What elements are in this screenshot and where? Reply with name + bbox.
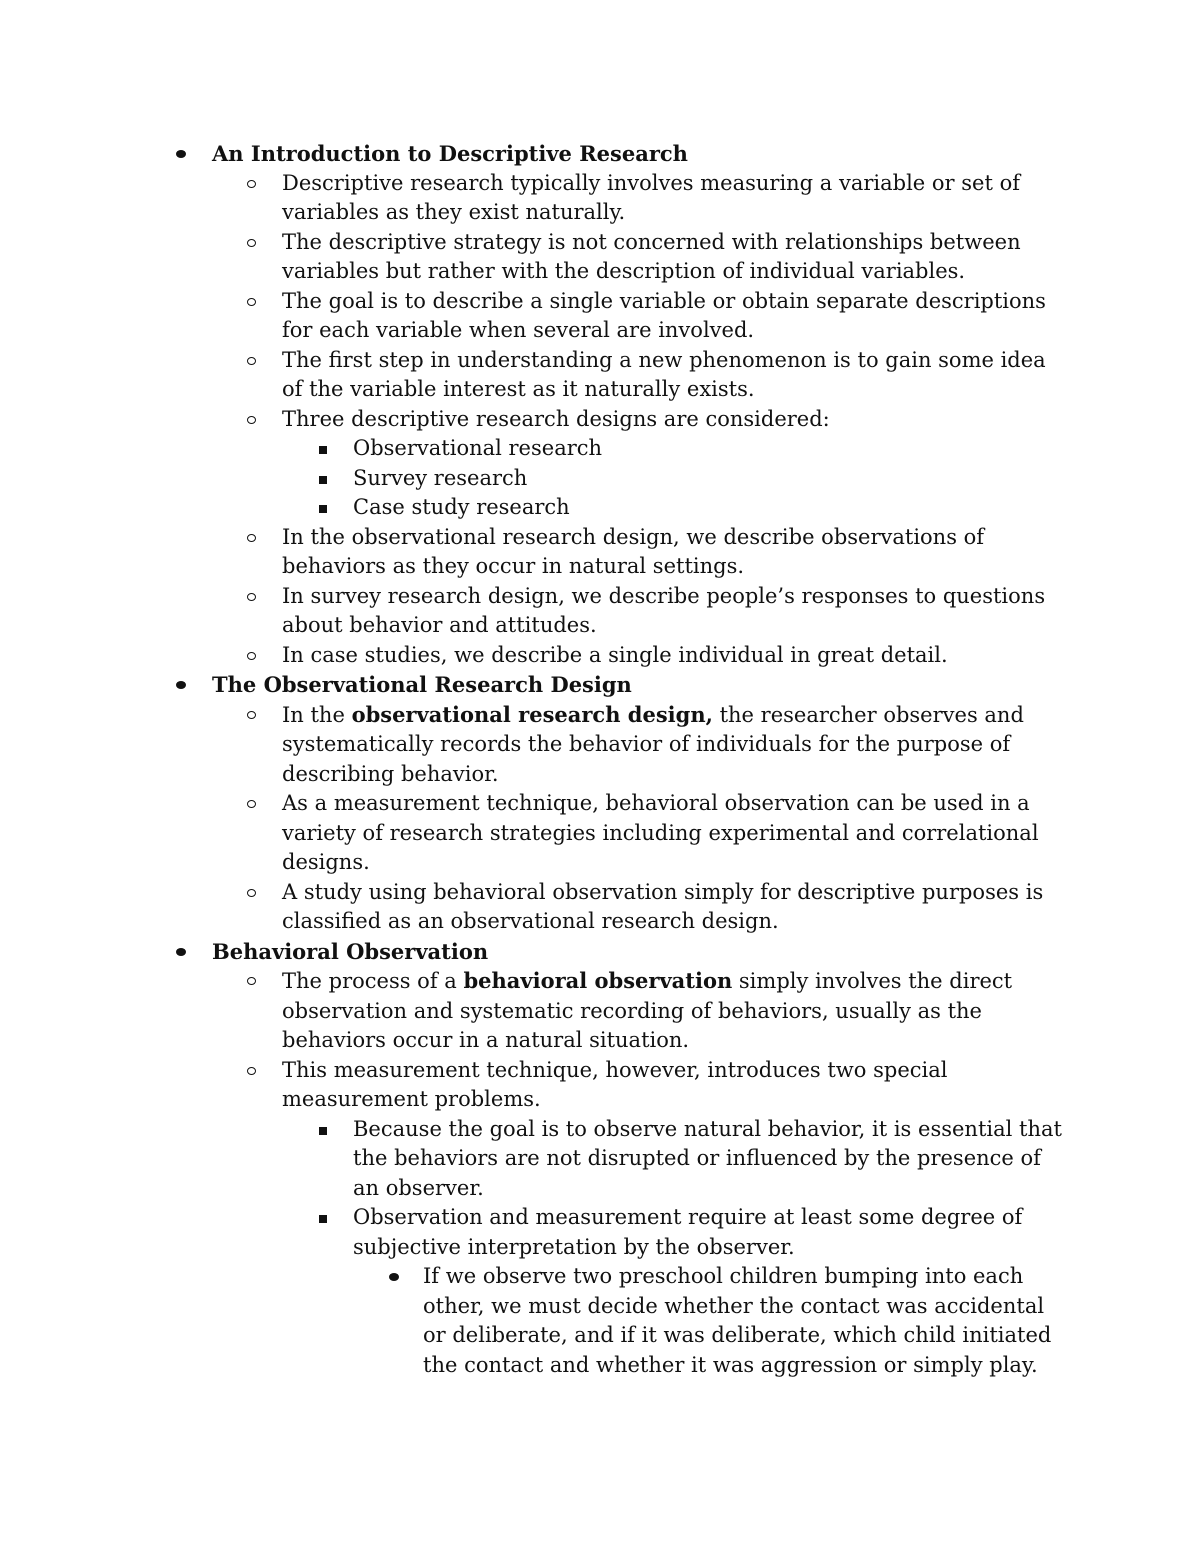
term-bold: observational research design, (351, 701, 713, 727)
bullet-square-icon (319, 1215, 327, 1223)
bullet-circle-icon (247, 977, 256, 985)
term-bold: behavioral observation (463, 968, 733, 993)
bullet-circle-icon (247, 298, 256, 306)
list-item: Case study research (0, 493, 1073, 523)
list-item: The goal is to describe a single variable or obtain separate descriptions for each variable when several are involved. (0, 287, 1072, 346)
list-item: In the observational research design, we describe observations of behaviors as they occur in natural settings. (0, 523, 1072, 582)
list-item: If we observe two preschool children bumping into each other, we must decide whether the contact was accidental or deliberate, and if it was deliberate, which child initiated the contact and whether it was aggression or simply play. (0, 1262, 1073, 1380)
bullet-circle-icon (247, 416, 256, 424)
list-item: Observation and measurement require at least some degree of subjective interpretation by the observer. (0, 1203, 1073, 1262)
list-item: Because the goal is to observe natural behavior, it is essential that the behaviors are not disrupted or influenced by the presence of an observer. (0, 1115, 1073, 1204)
bullet-disc-icon (176, 948, 186, 956)
bullet-disc-icon (389, 1273, 399, 1281)
list-item: In survey research design, we describe people’s responses to questions about behavior and attitudes. (0, 582, 1072, 641)
bullet-square-icon (319, 446, 327, 454)
bullet-disc-icon (176, 150, 186, 158)
bullet-square-icon (319, 1127, 327, 1135)
list-item: Survey research (0, 464, 1073, 494)
list-item: The first step in understanding a new phenomenon is to gain some idea of the variable interest as it naturally exists. (0, 346, 1072, 405)
bullet-circle-icon (247, 357, 256, 365)
bullet-disc-icon (176, 681, 186, 689)
list-item: As a measurement technique, behavioral observation can be used in a variety of research strategies including experimental and correlational designs. (0, 789, 1072, 878)
bullet-circle-icon (247, 593, 256, 601)
bullet-circle-icon (247, 1067, 256, 1075)
section-heading: The Observational Research Design (0, 670, 1072, 700)
list-item: Descriptive research typically involves measuring a variable or set of variables as they exist naturally. (0, 169, 1072, 228)
bullet-square-icon (319, 505, 327, 513)
bullet-circle-icon (247, 180, 256, 188)
bullet-square-icon (319, 476, 327, 484)
list-item: In the observational research design, the researcher observes and systematically records the behavior of individuals for the purpose of describing behavior. (0, 700, 1072, 790)
list-item: This measurement technique, however, introduces two special measurement problems. (0, 1056, 1072, 1115)
bullet-circle-icon (247, 534, 256, 542)
bullet-circle-icon (247, 711, 256, 719)
bullet-circle-icon (247, 800, 256, 808)
outline (0, 139, 1200, 1380)
list-item: Three descriptive research designs are considered: (0, 405, 1072, 435)
list-item: The process of a behavioral observation simply involves the direct observation and systematic recording of behaviors, usually as the behaviors occur in a natural situation. (0, 966, 1072, 1056)
list-item: The descriptive strategy is not concerned with relationships between variables but rather with the description of individual variables. (0, 228, 1072, 287)
bullet-circle-icon (247, 239, 256, 247)
section-heading: Behavioral Observation (0, 937, 1072, 967)
list-item: In case studies, we describe a single individual in great detail. (0, 641, 1072, 671)
list-item: Observational research (0, 434, 1073, 464)
bullet-circle-icon (247, 652, 256, 660)
list-item: A study using behavioral observation simply for descriptive purposes is classified as an observational research design. (0, 878, 1072, 937)
section-heading: An Introduction to Descriptive Research (0, 139, 1072, 169)
bullet-circle-icon (247, 889, 256, 897)
